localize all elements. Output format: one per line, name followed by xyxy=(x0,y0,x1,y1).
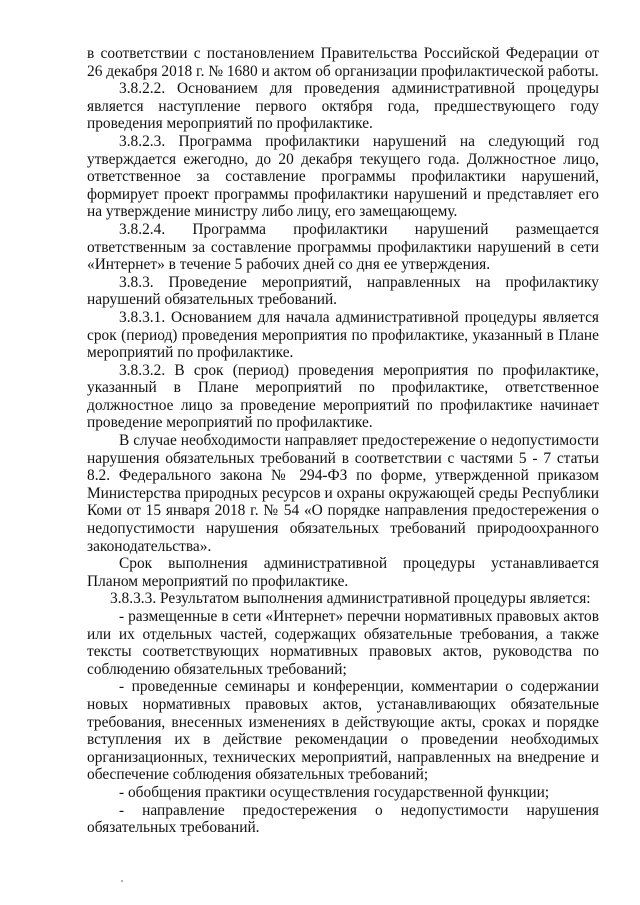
document-page xyxy=(87,45,599,837)
paragraph-warning: В случае необходимости направляет предостережение о недопустимости нарушения обязательных требований в соответствии с частями 5 - 7 статьи 8.2. Федерального закона № 294-ФЗ по форме, утвержденной приказом Министерства природных ресурсов и охраны окружающей среды Республики Коми от 15 января 2018 г. № 54 «О порядке направления предостережения о недопустимости нарушения обязательных требований природоохранного законодательства». xyxy=(87,432,599,555)
list-item-warning: - направление предостережения о недопустимости нарушения обязательных требований. xyxy=(87,801,599,837)
scan-speck xyxy=(121,880,123,882)
paragraph-deadline: Срок выполнения административной процедуры устанавливается Планом мероприятий по профилактике. xyxy=(87,555,599,590)
paragraph-intro: в соответствии с постановлением Правительства Российской Федерации от 26 декабря 2018 г. № 1680 и актом об организации профилактической работы. xyxy=(87,45,599,80)
list-item-practice: - обобщения практики осуществления государственной функции; xyxy=(119,783,550,801)
list-item-seminars: - проведенные семинары и конференции, комментарии о содержании новых нормативных правовых актов, устанавливающих обязательные требования, внесенных изменениях в действующие акты, сроках и порядке вступления их в действие рекомендации о проведении необходимых организационных, технических мероприятий, направленных на внедрение и обеспечение соблюдения обязательных требований; xyxy=(87,678,599,784)
paragraph-3-8-3: 3.8.3. Проведение мероприятий, направленных на профилактику нарушений обязательных требований. xyxy=(87,273,599,309)
list-item-published-acts: - размещенные в сети «Интернет» перечни нормативных правовых актов или их отдельных частей, содержащих обязательные требования, а также тексты соответствующих нормативных правовых актов, руководства по соблюдению обязательных требований; xyxy=(87,608,599,678)
paragraph-3-8-2-3: 3.8.2.3. Программа профилактики нарушений на следующий год утверждается ежегодно, до 20 декабря текущего года. Должностное лицо, ответственное за составление программы профилактики нарушений, формирует проект программы профилактики нарушений и представляет его на утверждение министру либо лицу, его замещающему. xyxy=(87,132,599,221)
paragraph-3-8-3-2: 3.8.3.2. В срок (период) проведения мероприятия по профилактике, указанный в Плане мероприятий по профилактике, ответственное должностное лицо за проведение мероприятий по профилактике начинает проведение мероприятий по профилактике. xyxy=(87,361,599,432)
paragraph-3-8-3-3: 3.8.3.3. Результатом выполнения административной процедуры является: xyxy=(110,590,591,608)
paragraph-3-8-2-2: 3.8.2.2. Основанием для проведения административной процедуры является наступление первого октября года, предшествующего году проведения мероприятий по профилактике. xyxy=(87,80,599,133)
paragraph-3-8-2-4: 3.8.2.4. Программа профилактики нарушений размещается ответственным за составление программы профилактики нарушений в сети «Интернет» в течение 5 рабочих дней со дня ее утверждения. xyxy=(87,220,599,274)
paragraph-3-8-3-1: 3.8.3.1. Основанием для начала административной процедуры является срок (период) проведения мероприятия по профилактике, указанный в Плане мероприятий по профилактике. xyxy=(87,308,599,362)
